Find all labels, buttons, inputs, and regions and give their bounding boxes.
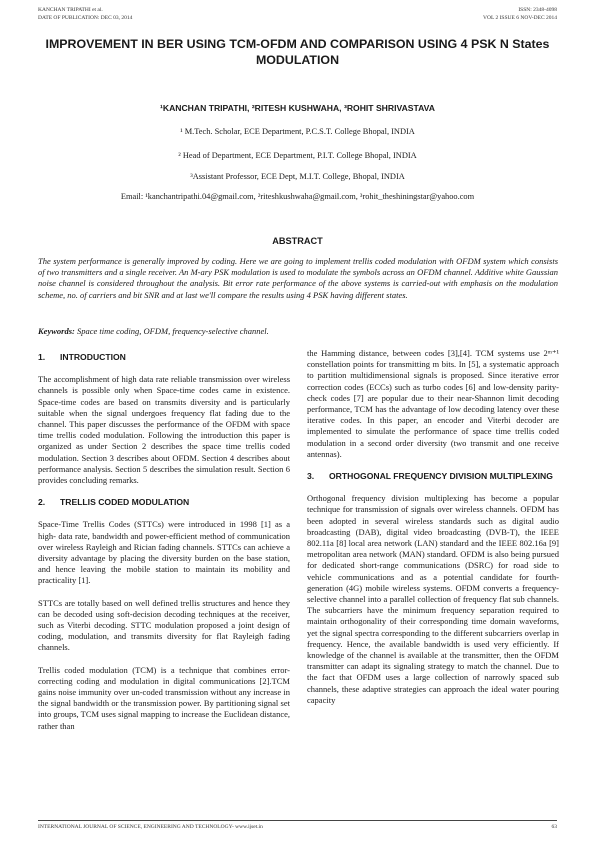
paragraph: Trellis coded modulation (TCM) is a technique that combines error-correcting coding and modulation in digital communications [2].TCM gains noise immunity over un-coded transmission without any increase in the signal bandwidth or the transmission power. By partitioning signal set into groups, TCM uses signal mapping to increase the Euclidean distance, rather than [38,664,290,731]
left-column [38,348,290,743]
abstract-heading: ABSTRACT [272,236,323,246]
header-volume: VOL 2 ISSUE 6 NOV-DEC 2014 [483,15,557,21]
paragraph: The accomplishment of high data rate reliable transmission over wireless channels is possible only when Space-time codes came in existence. Space-time codes are based on transmits diversity and is particularly suitable when the signal undergoes frequency flat fading due to the channel. This paper discusses the performance of the OFDM with space time trellis coded modulation. Following the introduction this paper is organized as under Section 2 describes the space time trellis coded modulation. Section 3 describes about OFDM. Section 4 describes about performance analysis. Section 5 describes the simulation result. Section 6 provides concluding remarks. [38,374,290,486]
running-header-right [483,6,557,22]
footer-journal: INTERNATIONAL JOURNAL OF SCIENCE, ENGINEERING AND TECHNOLOGY- www.ijset.in [38,824,263,830]
paragraph: the Hamming distance, between codes [3],[4]. TCM systems use 2ᵐ⁺¹ constellation points for transmitting m bits. In [5], a systematic approach to partition multidimensional signals is proposed. Since iterative error correction codes (ECCs) such as turbo codes [6] and low-density parity-check codes [7] are popular due to their near-Shannon limit decoding performance, TCM has the advantage of low decoding latency over these iterative codes. In this paper, an encoder and Viterbi decoder are implemented to simulate the performance of space time trellis coded modulation in a second order diversity (two transmit and one receive antennas). [307,348,559,459]
section-heading-3 [307,471,559,482]
header-date: DATE OF PUBLICATION: DEC 03, 2014 [38,15,133,21]
paragraph: STTCs are totally based on well defined trellis structures and hence they can be decoded using soft-decision decoding techniques at the receiver, such as Viterbi decoding. STTC modulation proposed a joint design of coding, modulation, and transmits diversity for flat Rayleigh fading channels. [38,597,290,653]
running-header-left [38,6,132,22]
affiliation-3: ³Assistant Professor, ECE Dept, M.I.T. College, Bhopal, INDIA [190,172,405,181]
page-footer [38,820,557,830]
author-list: ¹KANCHAN TRIPATHI, ²RITESH KUSHWAHA, ³ROHIT SHRIVASTAVA [160,103,435,113]
affiliation-2: ² Head of Department, ECE Department, P.I.T. College Bhopal, INDIA [178,151,417,160]
paragraph: Space-Time Trellis Codes (STTCs) were introduced in 1998 [1] as a high- data rate, bandwidth and power-efficient method of communication over wireless Rayleigh and Rician fading channels. STTCs can achieve a diversity advantage by placing the diversity burden on the base station, and hence leaving the mobile station to maintain its mobility and practicality [1]. [38,519,290,586]
section-title: TRELLIS CODED MODULATION [60,497,190,508]
section-number: 2. [38,497,46,508]
section-heading-2 [38,497,290,508]
header-author: KANCHAN TRIPATHI et al. [38,7,103,13]
keywords-label: Keywords: [38,326,75,336]
author-emails: Email: ¹kanchantripathi.04@gmail.com, ²riteshkushwaha@gmail.com, ³rohit_theshiningstar@yahoo.com [120,192,475,201]
paper-title: IMPROVEMENT IN BER USING TCM-OFDM AND COMPARISON USING 4 PSK N States MODULATION [45,37,550,67]
keywords-text: Space time coding, OFDM, frequency-selective channel. [76,326,269,336]
section-title: ORTHOGONAL FREQUENCY DIVISION MULTIPLEXING [329,471,553,482]
keywords [38,326,558,336]
affiliation-1: ¹ M.Tech. Scholar, ECE Department, P.C.S.T. College Bhopal, INDIA [180,127,415,136]
section-title: INTRODUCTION [60,352,126,362]
header-issn: ISSN: 2348-4098 [518,7,557,13]
section-heading-1 [38,352,290,363]
section-number: 1. [38,352,46,362]
right-column [307,348,559,717]
page-number: 63 [551,824,557,830]
abstract-text: The system performance is generally improved by coding. Here we are going to implement trellis coded modulation with OFDM system which consists of two transmitters and a single receiver. An M-ary PSK modulation is used to modulate the symbols across an OFDM channel. Additive white Gaussian noise channel is considered throughout the analysis. Bit error rate performance of the above systems is carried-out with emphasis on the modulation scheme, no. of carriers and bit SNR and at last we'll compare the results using 4 PSK having different states. [38,256,558,300]
paragraph: Orthogonal frequency division multiplexing has become a popular technique for transmission of signals over wireless channels. OFDM has been adopted in several wireless standards such as digital audio broadcasting (DAB), digital video broadcasting (DVB-T), the IEEE 802.11a [8] local area network (LAN) standard and the IEEE 802.16a [9] metropolitan area network (MAN) standard. OFDM is also being pursued for dedicated short-range communications (DSRC) for road side to vehicle communications and as a potential candidate for fourth-generation (4G) mobile wireless systems. OFDM converts a frequency-selective channel into a parallel collection of frequency flat sub channels. The subcarriers have the minimum frequency separation required to maintain orthogonality of their corresponding time domain waveforms, yet the signal spectra corresponding to the different subcarriers overlap in frequency. Hence, the available bandwidth is used very efficiently. If knowledge of the channel is available at the transmitter, then the OFDM transmitter can adapt its signaling strategy to match the channel. Due to the fact that OFDM uses a large collection of narrowly spaced sub channels, these adaptive strategies can approach the ideal water pouring capacity [307,493,559,705]
section-number: 3. [307,471,315,482]
